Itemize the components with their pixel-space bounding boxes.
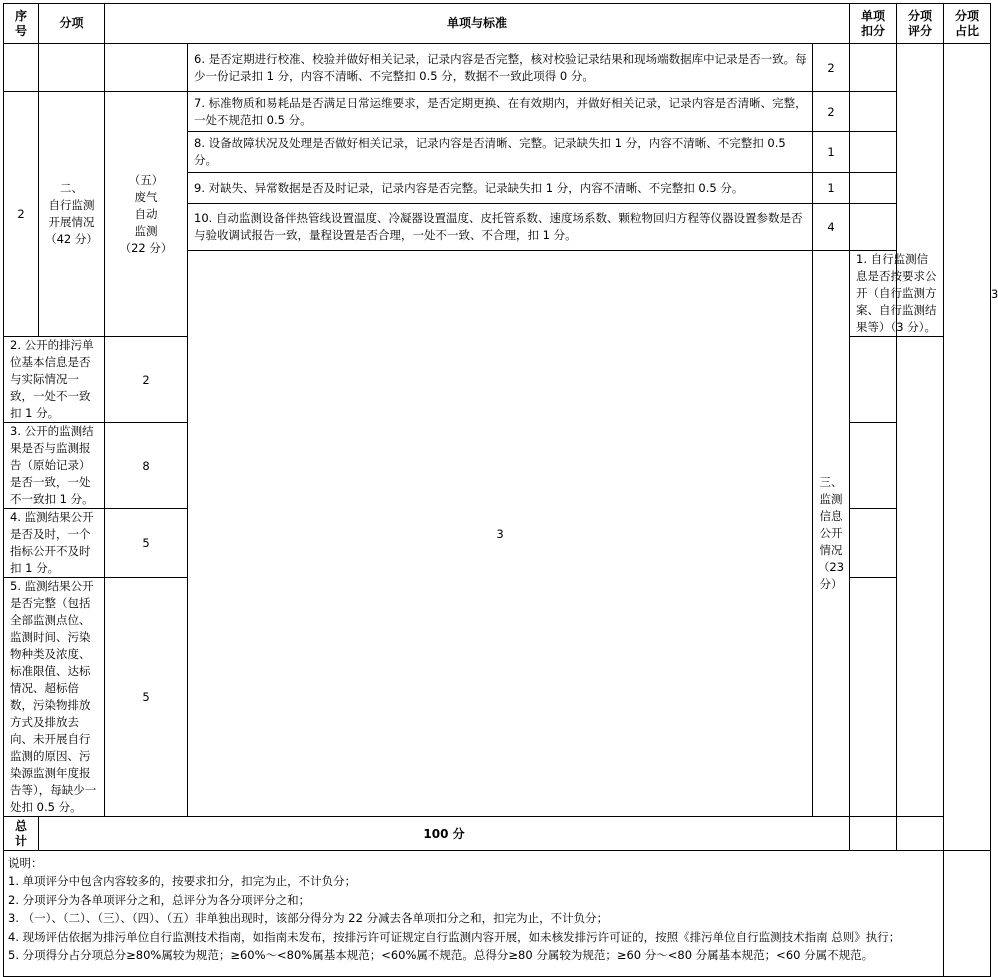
empty-cell [39,44,105,92]
seq-cell: 2 [4,92,39,337]
header-sub-ratio: 分项占比 [944,4,991,44]
standard-text: 7. 标准物质和易耗品是否满足日常运维要求，是否定期更换、在有效期内，并做好相关记录，记录内容是否清晰、完整，一处不规范扣 0.5 分。 [188,92,813,132]
deduction-cell [850,578,897,817]
deduction-cell [850,132,897,173]
header-category: 分项 [39,4,105,44]
deduction-cell [850,92,897,132]
standard-text: 2. 公开的排污单位基本信息是否与实际情况一致，一处不一致扣 1 分。 [4,337,105,423]
total-value: 100 分 [39,817,850,851]
note-line: 2. 分项评分为各单项评分之和，总评分为各分项评分之和； [8,892,311,907]
category-cell: 三、 监测 信息 公开 情况 （23 分） [813,251,850,817]
standard-text: 4. 监测结果公开是否及时，一个指标公开不及时扣 1 分。 [4,509,105,578]
header-sub-score: 分项评分 [897,4,944,44]
total-label: 总计 [4,817,39,851]
deduction-cell [850,204,897,251]
standard-text: 6. 是否定期进行校准、校验并做好相关记录，记录内容是否完整，核对校验记录结果和现场端数据库中记录是否一致。每少一份记录扣 1 分，内容不清晰、不完整扣 0.5 分，数据不一致此项得 0 分。 [188,44,813,92]
notes-row [4,851,991,977]
standard-score: 5 [105,509,188,578]
total-row [4,817,991,851]
notes-block [4,851,944,977]
scoring-table [3,3,998,977]
deduction-cell [850,509,897,578]
standard-score: 5 [105,578,188,817]
standard-text: 5. 监测结果公开是否完整（包括全部监测点位、监测时间、污染物种类及浓度、标准限值、达标情况、超标倍数，污染物排放方式及排放去向、未开展自行监测的原因、污染源监测年度报告等），每缺少一处扣 0.5 分。 [4,578,105,817]
deduction-cell [850,337,897,423]
category-cell: 二、 自行监测 开展情况 （42 分） [39,92,105,337]
deduction-cell [850,423,897,509]
standard-score: 1 [813,173,850,204]
header-row [4,4,991,44]
deduction-cell [850,44,897,92]
note-line: 4. 现场评估依据为排污单位自行监测技术指南，如指南未发布，按排污许可证规定自行监测内容开展，如未核发排污许可证的，按照《排污单位自行监测技术指南 总则》执行； [8,929,901,944]
table-row [4,44,991,92]
note-line: 5. 分项得分占分项总分≥80%属较为规范；≥60%～<80%属基本规范；<60%属不规范。总得分≥80 分属较为规范；≥60 分～<80 分属基本规范；<60 分属不规范。 [8,948,874,963]
total-deduction-cell [850,817,897,851]
standard-text: 8. 设备故障状况及处理是否做好相关记录，记录内容是否清晰、完整。记录缺失扣 1 分，内容不清晰、不完整扣 0.5 分。 [188,132,813,173]
notes-heading: 说明： [8,856,43,870]
standard-text: 1. 自行监测信息是否按要求公开（自行监测方案、自行监测结果等）（3 分）。 [850,251,944,337]
standard-score: 8 [105,423,188,509]
standard-score: 2 [105,337,188,423]
header-items-standards: 单项与标准 [105,4,850,44]
empty-cell [4,44,39,92]
header-item-deduction: 单项扣分 [850,4,897,44]
table-row: 3 三、 监测 信息 公开 情况 （23 分） 1. 自行监测信息是否按要求公开（自行监测方案、自行监测结果等）（3 分）。 3 [4,251,991,337]
header-seq: 序号 [4,4,39,44]
sub-ratio-cell [944,44,991,851]
standard-score: 4 [813,204,850,251]
note-line: 3. （一）、（二）、（三）、（四）、（五）非单独出现时，该部分得分为 22 分减去各单项扣分之和，扣完为止，不计负分； [8,911,609,926]
standard-text: 10. 自动监测设备伴热管线设置温度、冷凝器设置温度、皮托管系数、速度场系数、颗粒物回归方程等仪器设置参数是否与验收调试报告一致，量程设置是否合理，一处不一致、不合理，扣 1 分。 [188,204,813,251]
standard-score: 2 [813,92,850,132]
standard-text: 9. 对缺失、异常数据是否及时记录，记录内容是否完整。记录缺失扣 1 分，内容不清晰、不完整扣 0.5 分。 [188,173,813,204]
subcategory-cell: （五） 废气 自动 监测 （22 分） [105,92,188,337]
empty-cell [105,44,188,92]
deduction-cell [850,173,897,204]
standard-text: 3. 公开的监测结果是否与监测报告（原始记录）是否一致，一处不一致扣 1 分。 [4,423,105,509]
notes-side-cell [944,851,991,977]
seq-cell: 3 [188,251,813,817]
standard-score: 2 [813,44,850,92]
note-line: 1. 单项评分中包含内容较多的，按要求扣分，扣完为止，不计负分； [8,874,357,889]
standard-score: 1 [813,132,850,173]
table-row [4,92,991,132]
total-sub-score-cell [897,817,944,851]
